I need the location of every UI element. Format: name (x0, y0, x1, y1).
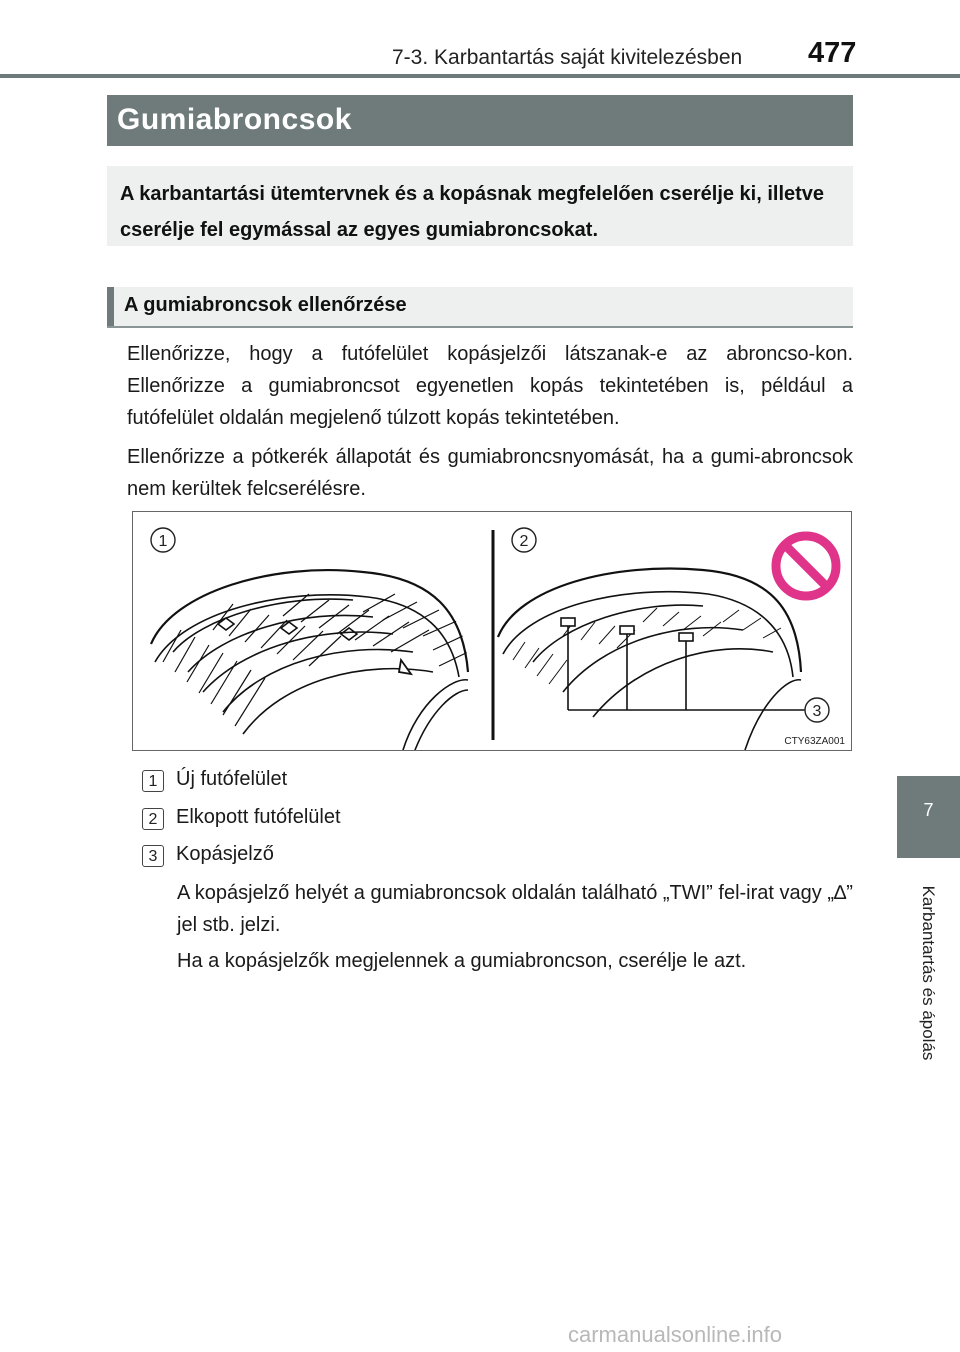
chapter-side-label (918, 868, 940, 1078)
title-bar (107, 95, 853, 146)
subsection-accent-bar (107, 287, 114, 326)
callout-3 (805, 698, 829, 722)
legend-number: 2 (142, 808, 164, 830)
header-rule (0, 74, 960, 78)
page-number: 477 (808, 37, 857, 69)
replace-tire-text: Ha a kopásjelzők megjelennek a gumiabroncson, cserélje le azt. (177, 950, 747, 972)
tire-tread-figure (132, 511, 852, 751)
callout-2 (512, 528, 536, 552)
legend-label: Új futófelület (176, 768, 288, 790)
intro-box (107, 166, 853, 246)
subsection-heading: A gumiabroncsok ellenőrzése (124, 294, 407, 316)
chapter-label: Karbantartás és ápolás (919, 885, 938, 1061)
legend-number: 3 (142, 845, 164, 867)
svg-text:2: 2 (519, 533, 529, 550)
legend-number: 1 (142, 770, 164, 792)
wear-indicator-location-text: A kopásjelző helyét a gumiabroncsok oldalán található „TWI” fel-irat vagy „∆” jel stb. jelzi. (177, 882, 853, 936)
paragraph-check-spare: Ellenőrizze a pótkerék állapotát és gumiabroncsnyomását, ha a gumi-abroncsok nem kerültek felcserélésre. (127, 446, 853, 500)
callout-1 (151, 528, 175, 552)
new-tread-tire (151, 570, 468, 750)
tire-illustration (133, 512, 851, 750)
worn-tread-tire (498, 569, 805, 750)
chapter-number: 7 (923, 800, 934, 820)
subsection-heading-box (107, 287, 853, 328)
page-title: Gumiabroncsok (117, 103, 352, 136)
figure-code: CTY63ZA001 (784, 736, 845, 747)
no-entry-icon (776, 536, 836, 596)
legend-label: Elkopott futófelület (176, 806, 341, 828)
legend-label: Kopásjelző (176, 843, 274, 865)
chapter-tab[interactable] (897, 776, 960, 858)
paragraph-check-wear: Ellenőrizze, hogy a futófelület kopásjelzői látszanak-e az abroncso-kon. Ellenőrizze a gumiabroncsot egyenetlen kopás tekintetében is, például a futófelület oldalán megjelenő túlzott kopás tekintetében. (127, 343, 853, 429)
watermark: carmanualsonline.info (568, 1322, 783, 1347)
intro-text: A karbantartási ütemtervnek és a kopásnak megfelelően cserélje ki, illetve cserélje fel egymással az egyes gumiabroncsokat. (120, 183, 825, 241)
header-section-title: 7-3. Karbantartás saját kivitelezésben (392, 46, 743, 69)
svg-text:1: 1 (158, 533, 168, 550)
svg-text:3: 3 (812, 703, 822, 720)
